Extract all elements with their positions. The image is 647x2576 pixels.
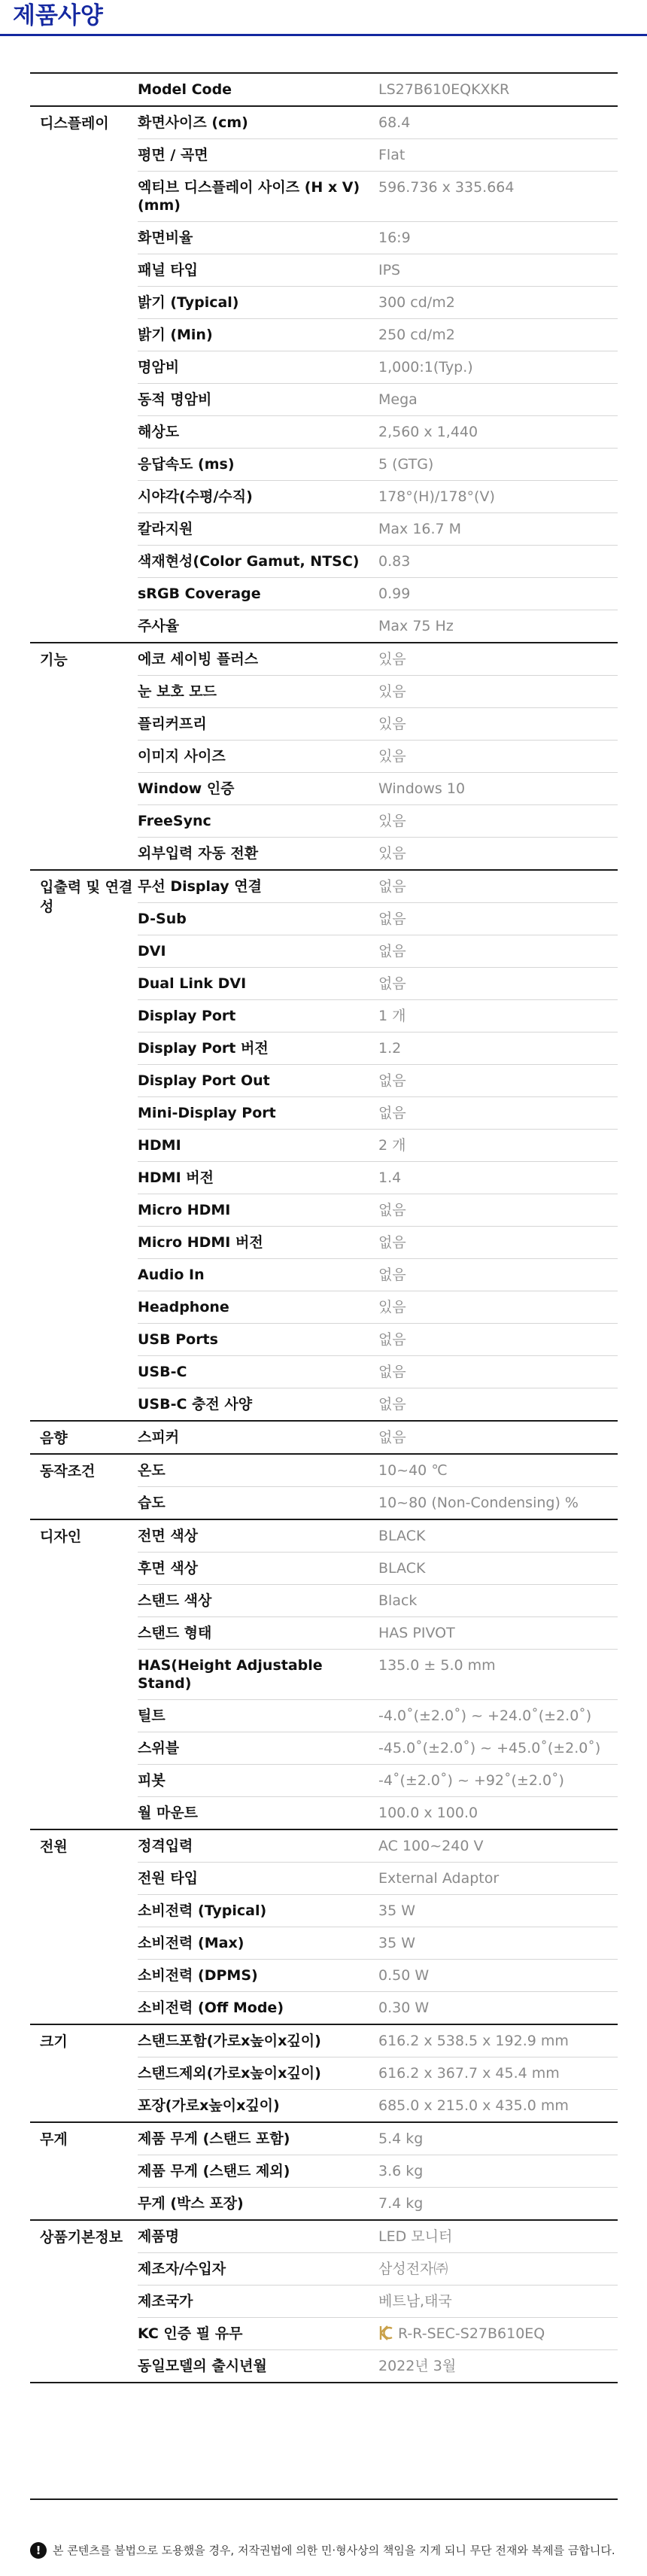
- spec-row: [138, 1991, 618, 2024]
- spec-row: [138, 74, 618, 105]
- spec-key: 명암비: [138, 359, 180, 376]
- spec-row: [138, 2349, 618, 2382]
- spec-row: [138, 1388, 618, 1420]
- spec-group: [30, 871, 618, 1422]
- spec-key: 스탠드포함(가로x높이x깊이): [138, 2033, 321, 2049]
- spec-value: 16:9: [378, 230, 411, 246]
- spec-group: [30, 2025, 618, 2123]
- spec-key: D-Sub: [138, 911, 187, 927]
- spec-row: [138, 2155, 618, 2187]
- spec-row: [138, 1959, 618, 1991]
- spec-value: 없음: [378, 975, 406, 992]
- spec-value: 삼성전자㈜: [378, 2261, 448, 2277]
- spec-value: 596.736 x 335.664: [378, 179, 515, 196]
- group-rows: [138, 871, 618, 1420]
- spec-value: 없음: [378, 1267, 406, 1283]
- spec-value: 5 (GTG): [378, 456, 434, 473]
- spec-row: [138, 1323, 618, 1355]
- spec-row: [138, 171, 618, 221]
- spec-group: [30, 1422, 618, 1455]
- spec-value: 1 개: [378, 1008, 406, 1024]
- spec-key: 소비전력 (DPMS): [138, 1967, 258, 1984]
- spec-key: 제조자/수입자: [138, 2261, 226, 2277]
- spec-value: -4.0˚(±2.0˚) ~ +24.0˚(±2.0˚): [378, 1708, 592, 1724]
- spec-value: 없음: [378, 1202, 406, 1218]
- spec-value: Max 16.7 M: [378, 521, 462, 537]
- group-label: 디자인: [40, 1528, 82, 1545]
- spec-row: [138, 740, 618, 772]
- spec-row: [138, 1552, 618, 1584]
- spec-value: 7.4 kg: [378, 2195, 424, 2212]
- spec-row: [138, 286, 618, 318]
- spec-row: [138, 1226, 618, 1258]
- spec-key: DVI: [138, 943, 166, 960]
- group-rows: [138, 107, 618, 642]
- spec-value-text: R-R-SEC-S27B610EQ: [398, 2325, 545, 2342]
- spec-value: Flat: [378, 147, 406, 163]
- spec-value: 685.0 x 215.0 x 435.0 mm: [378, 2097, 569, 2114]
- spec-value: -45.0˚(±2.0˚) ~ +45.0˚(±2.0˚): [378, 1740, 601, 1756]
- spec-row: [138, 935, 618, 967]
- spec-key: 스탠드제외(가로x높이x깊이): [138, 2065, 321, 2082]
- spec-value: 2022년 3월: [378, 2358, 457, 2374]
- spec-row: [138, 577, 618, 610]
- spec-row: [138, 902, 618, 935]
- spec-row: [138, 351, 618, 383]
- group-rows: [138, 2221, 618, 2382]
- spec-row: [138, 2025, 618, 2057]
- copyright-notice: [30, 2542, 624, 2559]
- group-label: 디스플레이: [40, 115, 109, 132]
- spec-key: 화면비율: [138, 230, 193, 246]
- spec-value: -4˚(±2.0˚) ~ +92˚(±2.0˚): [378, 1772, 564, 1789]
- spec-key: Display Port: [138, 1008, 236, 1024]
- spec-key: 동적 명암비: [138, 391, 212, 408]
- spec-row: [138, 1584, 618, 1616]
- group-label: 음향: [40, 1430, 68, 1446]
- spec-row: [138, 254, 618, 286]
- spec-group: [30, 643, 618, 871]
- spec-value: 있음: [378, 683, 406, 700]
- spec-value: 100.0 x 100.0: [378, 1805, 478, 1821]
- spec-key: 밝기 (Typical): [138, 294, 239, 311]
- spec-value: 없음: [378, 911, 406, 927]
- group-rows: [138, 1520, 618, 1829]
- spec-key: 응답속도 (ms): [138, 456, 235, 473]
- spec-row: [138, 2317, 618, 2349]
- spec-row: [138, 318, 618, 351]
- group-label: 무게: [40, 2131, 68, 2148]
- spec-row: [138, 2123, 618, 2155]
- spec-row: [138, 1096, 618, 1129]
- spec-value: 3.6 kg: [378, 2163, 424, 2179]
- spec-key: HDMI 버전: [138, 1169, 214, 1186]
- spec-value: 없음: [378, 1072, 406, 1089]
- spec-key: 제품명: [138, 2228, 180, 2245]
- spec-value: 616.2 x 538.5 x 192.9 mm: [378, 2033, 569, 2049]
- spec-key: HDMI: [138, 1137, 181, 1154]
- spec-key: 무선 Display 연결: [138, 878, 262, 895]
- spec-value: 616.2 x 367.7 x 45.4 mm: [378, 2065, 560, 2082]
- spec-key: Model Code: [138, 81, 232, 98]
- spec-row: [138, 1699, 618, 1732]
- spec-row: [138, 2252, 618, 2285]
- spec-row: [138, 1894, 618, 1927]
- spec-value: 있음: [378, 813, 406, 829]
- spec-key: 화면사이즈 (cm): [138, 114, 248, 131]
- spec-row: [138, 480, 618, 512]
- group-label: 전원: [40, 1838, 68, 1855]
- spec-value: IPS: [378, 262, 401, 278]
- spec-key: Headphone: [138, 1299, 229, 1315]
- spec-row: [138, 107, 618, 138]
- spec-value: 5.4 kg: [378, 2130, 424, 2147]
- group-label: 입출력 및 연결성: [40, 879, 133, 915]
- spec-value: 없음: [378, 1396, 406, 1413]
- spec-row: [138, 1194, 618, 1226]
- spec-row: [138, 383, 618, 415]
- spec-value: Mega: [378, 391, 418, 408]
- group-label: [30, 74, 138, 105]
- spec-key: Display Port Out: [138, 1072, 270, 1089]
- spec-key: 플리커프리: [138, 716, 207, 732]
- spec-value: 없음: [378, 1429, 406, 1446]
- spec-value: LS27B610EQKXKR: [378, 81, 510, 98]
- spec-row: [138, 545, 618, 577]
- group-rows: [138, 2025, 618, 2121]
- spec-row: [138, 1649, 618, 1699]
- spec-row: [138, 2089, 618, 2121]
- spec-value: 0.83: [378, 553, 411, 570]
- spec-key: 평면 / 곡면: [138, 147, 208, 163]
- spec-row: [138, 1291, 618, 1323]
- spec-row: [138, 1830, 618, 1862]
- spec-row: [138, 1422, 618, 1453]
- spec-value: External Adaptor: [378, 1870, 500, 1887]
- spec-row: [138, 1486, 618, 1519]
- spec-value: 없음: [378, 1234, 406, 1251]
- spec-key: 색재현성(Color Gamut, NTSC): [138, 553, 360, 570]
- spec-value: 35 W: [378, 1902, 416, 1919]
- spec-value: 있음: [378, 845, 406, 862]
- spec-key: Display Port 버전: [138, 1040, 269, 1057]
- group-rows: [138, 2123, 618, 2219]
- spec-key: FreeSync: [138, 813, 211, 829]
- spec-key: 소비전력 (Typical): [138, 1902, 267, 1919]
- spec-row: [138, 221, 618, 254]
- spec-key: KC 인증 필 유무: [138, 2325, 243, 2342]
- spec-key: 정격입력: [138, 1838, 193, 1854]
- spec-row: [138, 1355, 618, 1388]
- spec-row: [138, 2285, 618, 2317]
- spec-key: Audio In: [138, 1267, 205, 1283]
- spec-value: 10~40 ℃: [378, 1462, 448, 1479]
- group-label: 동작조건: [40, 1463, 96, 1480]
- spec-value: BLACK: [378, 1560, 426, 1577]
- spec-value: 없음: [378, 1331, 406, 1348]
- spec-value: BLACK: [378, 1528, 426, 1544]
- spec-value: 있음: [378, 748, 406, 765]
- spec-row: [138, 610, 618, 642]
- spec-row: [138, 1064, 618, 1096]
- spec-row: [138, 1161, 618, 1194]
- group-rows: [138, 1455, 618, 1519]
- page-title: 제품사양: [13, 2, 103, 29]
- spec-row: [138, 1796, 618, 1829]
- spec-key: 월 마운트: [138, 1805, 199, 1821]
- spec-key: 스탠드 형태: [138, 1625, 212, 1641]
- spec-value: 2,560 x 1,440: [378, 424, 478, 440]
- spec-key: Dual Link DVI: [138, 975, 247, 992]
- spec-value: HAS PIVOT: [378, 1625, 455, 1641]
- spec-value: 없음: [378, 878, 406, 895]
- spec-value: AC 100~240 V: [378, 1838, 484, 1854]
- spec-table: [30, 72, 618, 2383]
- spec-key: 소비전력 (Off Mode): [138, 2000, 284, 2016]
- spec-value: 있음: [378, 716, 406, 732]
- spec-value: Max 75 Hz: [378, 618, 454, 634]
- group-label: 크기: [40, 2033, 68, 2050]
- spec-row: [138, 448, 618, 480]
- group-rows: [138, 643, 618, 869]
- spec-row: [138, 512, 618, 545]
- spec-key: 동일모델의 출시년월: [138, 2358, 267, 2374]
- spec-value: 1,000:1(Typ.): [378, 359, 473, 376]
- spec-key: 스탠드 색상: [138, 1592, 212, 1609]
- spec-row: [138, 967, 618, 999]
- spec-key: HAS(Height Adjustable Stand): [138, 1657, 323, 1692]
- spec-value: 0.99: [378, 585, 411, 602]
- spec-key: 패널 타입: [138, 262, 199, 278]
- spec-key: 제품 무게 (스탠드 제외): [138, 2163, 290, 2179]
- title-divider: [0, 34, 647, 36]
- spec-group: [30, 107, 618, 643]
- spec-value: 있음: [378, 1299, 406, 1315]
- spec-key: 주사율: [138, 618, 180, 634]
- spec-group: [30, 2221, 618, 2383]
- spec-value: Windows 10: [378, 780, 466, 797]
- spec-group: [30, 1455, 618, 1520]
- spec-row: [138, 1927, 618, 1959]
- spec-key: 엑티브 디스플레이 사이즈 (H x V) (mm): [138, 179, 360, 214]
- spec-row: [138, 1129, 618, 1161]
- spec-group: [30, 2123, 618, 2221]
- group-rows: [138, 1830, 618, 2024]
- spec-value: 1.4: [378, 1169, 402, 1186]
- spec-row: [138, 1732, 618, 1764]
- spec-key: 외부입력 자동 전환: [138, 845, 259, 862]
- spec-key: 습도: [138, 1495, 166, 1511]
- spec-key: 소비전력 (Max): [138, 1935, 245, 1951]
- spec-key: Window 인증: [138, 780, 235, 797]
- spec-key: 눈 보호 모드: [138, 683, 217, 700]
- spec-value: 없음: [378, 1364, 406, 1380]
- spec-row: [138, 837, 618, 869]
- spec-value: 0.30 W: [378, 2000, 430, 2016]
- spec-key: 온도: [138, 1462, 166, 1479]
- spec-value: 있음: [378, 651, 406, 668]
- spec-key: 피봇: [138, 1772, 166, 1789]
- spec-value: 2 개: [378, 1137, 406, 1154]
- group-label: 상품기본정보: [40, 2229, 123, 2246]
- spec-key: 전면 색상: [138, 1528, 199, 1544]
- spec-row: [138, 1764, 618, 1796]
- spec-row: [138, 2187, 618, 2219]
- spec-row: [138, 1455, 618, 1486]
- spec-group: [30, 74, 618, 107]
- spec-row: [138, 804, 618, 837]
- spec-key: Mini-Display Port: [138, 1105, 276, 1121]
- spec-value: 250 cd/m2: [378, 327, 455, 343]
- spec-row: [138, 415, 618, 448]
- spec-key: 제조국가: [138, 2293, 193, 2310]
- spec-row: [138, 1520, 618, 1552]
- spec-row: [138, 999, 618, 1032]
- spec-value: 0.50 W: [378, 1967, 430, 1984]
- spec-value: 135.0 ± 5.0 mm: [378, 1657, 496, 1674]
- spec-value: 1.2: [378, 1040, 402, 1057]
- spec-key: 제품 무게 (스탠드 포함): [138, 2130, 290, 2147]
- spec-key: Micro HDMI: [138, 1202, 231, 1218]
- spec-row: [138, 138, 618, 171]
- spec-value: 10~80 (Non-Condensing) %: [378, 1495, 579, 1511]
- spec-value: 없음: [378, 1105, 406, 1121]
- spec-group: [30, 1830, 618, 2025]
- spec-value: Black: [378, 1592, 418, 1609]
- spec-row: [138, 871, 618, 902]
- spec-value: 300 cd/m2: [378, 294, 455, 311]
- spec-value: LED 모니터: [378, 2228, 453, 2245]
- spec-key: 스위블: [138, 1740, 180, 1756]
- spec-value: 35 W: [378, 1935, 416, 1951]
- spec-value: 없음: [378, 943, 406, 960]
- spec-key: USB-C: [138, 1364, 187, 1380]
- spec-key: 전원 타입: [138, 1870, 199, 1887]
- spec-row: [138, 772, 618, 804]
- spec-key: 스피커: [138, 1429, 180, 1446]
- spec-row: [138, 1032, 618, 1064]
- spec-key: 무게 (박스 포장): [138, 2195, 244, 2212]
- group-label: 기능: [40, 652, 68, 668]
- spec-row: [138, 1616, 618, 1649]
- spec-key: 후면 색상: [138, 1560, 199, 1577]
- spec-key: 포장(가로x높이x깊이): [138, 2097, 280, 2114]
- spec-key: 시야각(수평/수직): [138, 488, 253, 505]
- spec-value: 178°(H)/178°(V): [378, 488, 495, 505]
- spec-key: Micro HDMI 버전: [138, 1234, 263, 1251]
- spec-row: [138, 2057, 618, 2089]
- spec-row: [138, 643, 618, 675]
- spec-key: 밝기 (Min): [138, 327, 213, 343]
- spec-key: 해상도: [138, 424, 180, 440]
- spec-row: [138, 2221, 618, 2252]
- notice-text: 본 콘텐츠를 불법으로 도용했을 경우, 저작권법에 의한 민·형사상의 책임을 지게 되니 무단 전재와 복제를 금합니다.: [53, 2544, 615, 2557]
- spec-row: [138, 675, 618, 707]
- spec-key: USB Ports: [138, 1331, 218, 1348]
- spec-key: 틸트: [138, 1708, 166, 1724]
- spec-row: [138, 1258, 618, 1291]
- spec-row: [138, 707, 618, 740]
- spec-row: [138, 1862, 618, 1894]
- spec-key: 에코 세이빙 플러스: [138, 651, 259, 668]
- spec-key: USB-C 충전 사양: [138, 1396, 253, 1413]
- exclamation-icon: !: [30, 2542, 47, 2559]
- spec-value: [378, 2318, 618, 2349]
- spec-value: 베트남,태국: [378, 2293, 452, 2310]
- group-rows: [138, 74, 618, 105]
- spec-key: 칼라지원: [138, 521, 193, 537]
- spec-value: 68.4: [378, 114, 411, 131]
- spec-key: sRGB Coverage: [138, 585, 261, 602]
- spec-key: 이미지 사이즈: [138, 748, 226, 765]
- bottom-divider: [30, 2498, 618, 2500]
- spec-group: [30, 1520, 618, 1830]
- kc-mark-icon: [378, 2325, 393, 2341]
- group-rows: [138, 1422, 618, 1453]
